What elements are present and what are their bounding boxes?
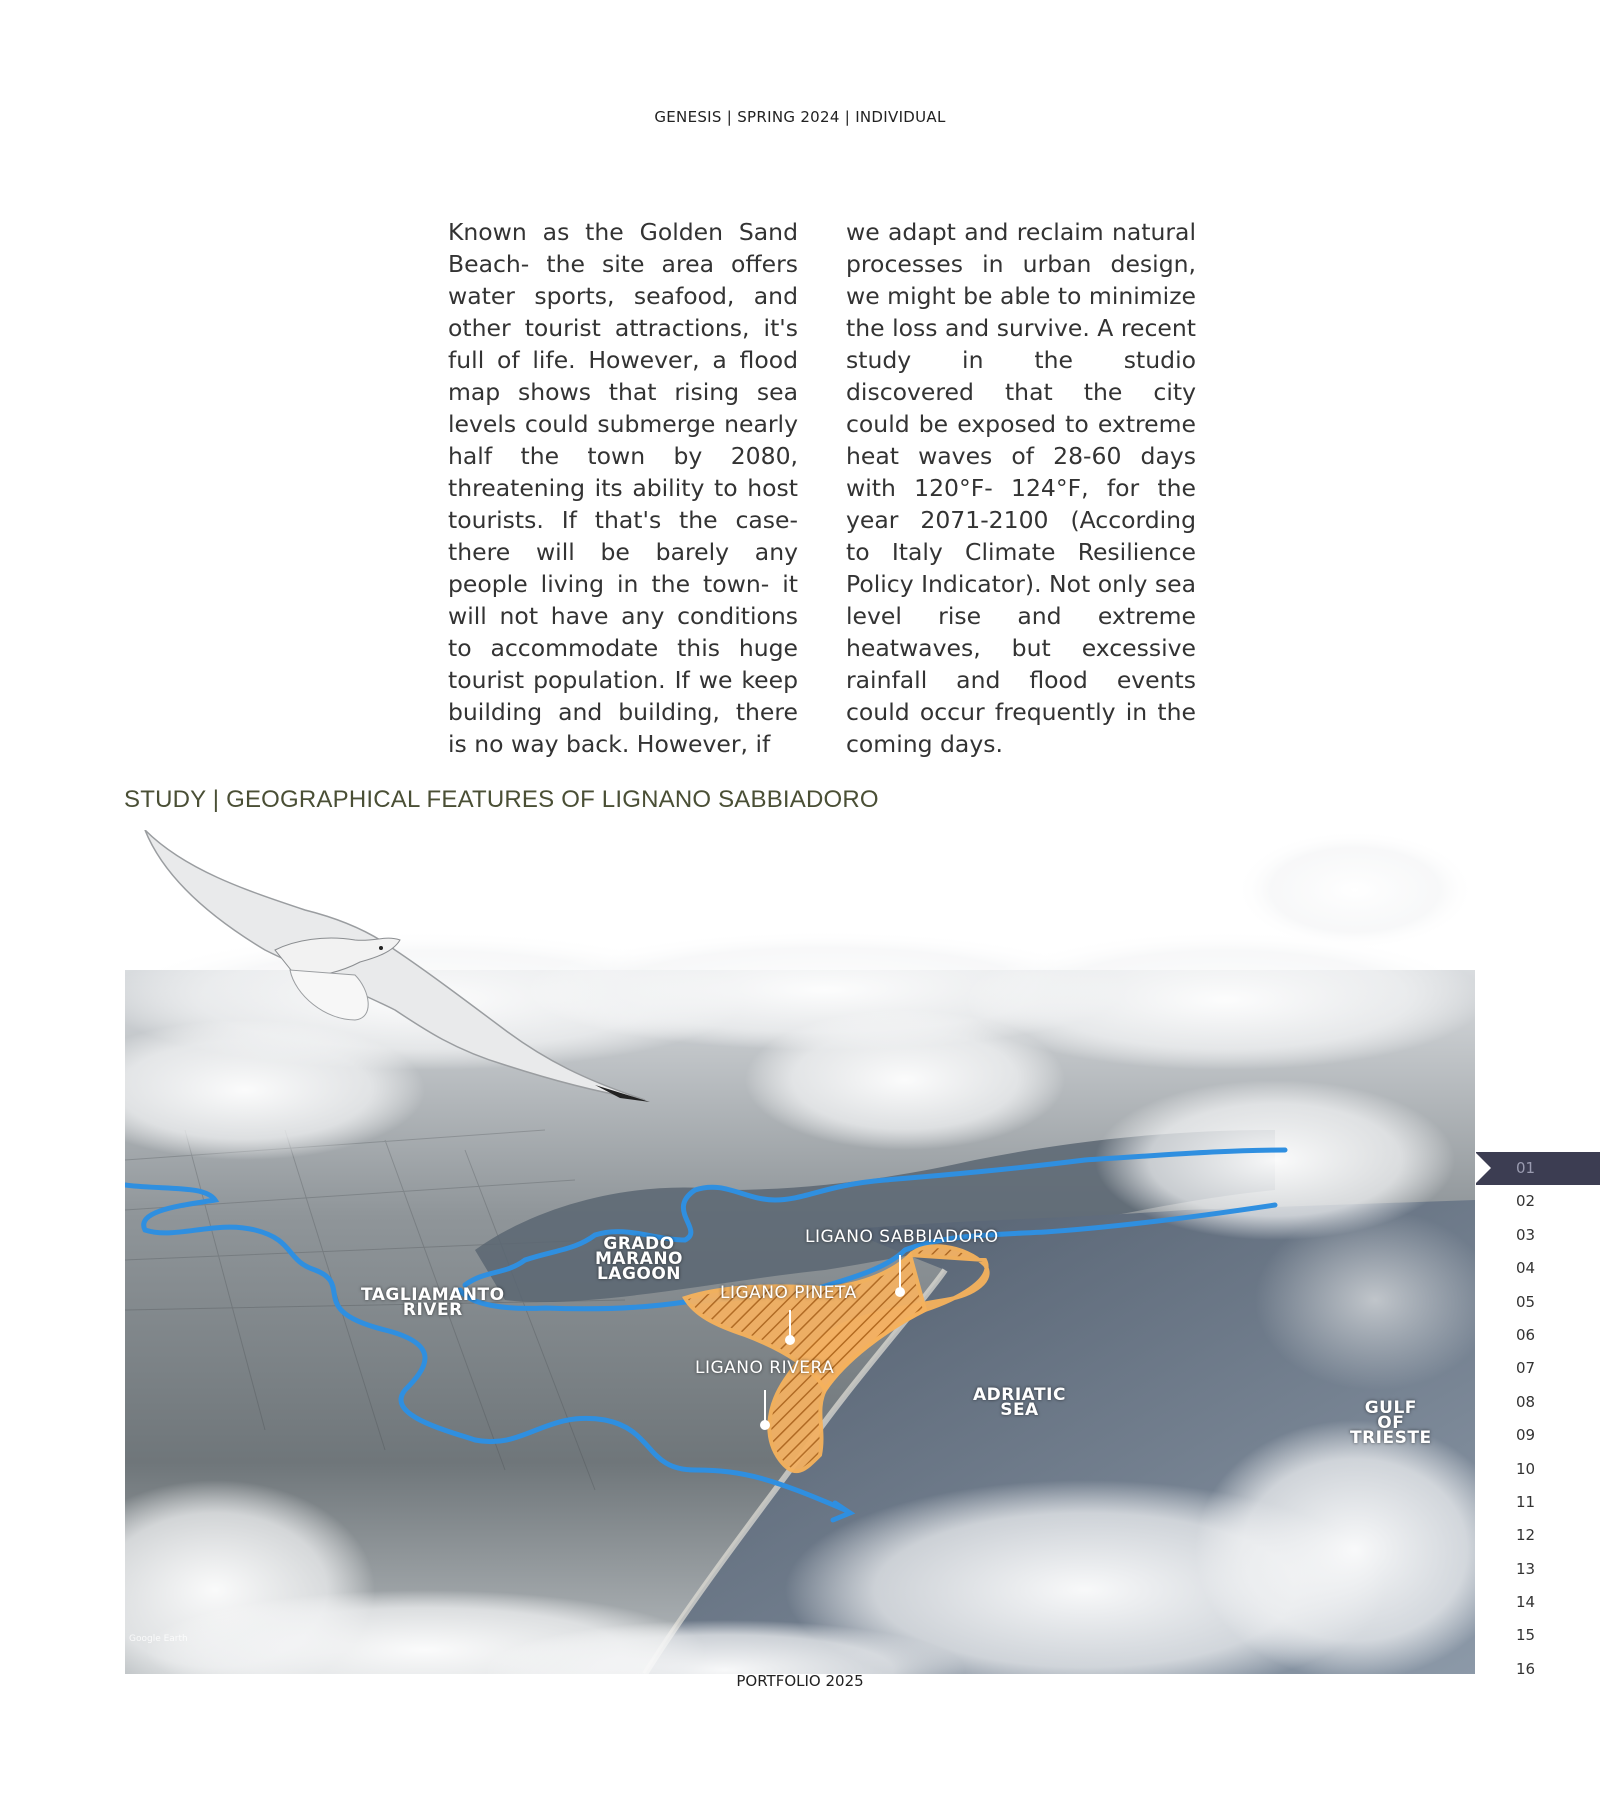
label-adriatic-sea: ADRIATIC SEA — [973, 1385, 1066, 1420]
label-tagliamento-river: TAGLIAMANTO RIVER — [361, 1285, 505, 1320]
page-nav-item[interactable]: 11 — [1516, 1492, 1536, 1511]
page-nav-item[interactable]: 09 — [1516, 1426, 1536, 1445]
page-nav-item[interactable]: 16 — [1516, 1659, 1536, 1678]
label-ligano-rivera: LIGANO RIVERA — [695, 1358, 835, 1378]
page-nav-item[interactable]: 07 — [1516, 1359, 1536, 1378]
page-nav-item[interactable]: 04 — [1516, 1259, 1536, 1278]
body-column-right: we adapt and reclaim natural processes in urban design, we might be able to minimize the loss and survive. A recent study in the studio discovered that the city could be exposed to extreme heat waves of 28-60 days with 120°F- 124°F, for the year 2071-2100 (According to Italy Climate Resilience Policy Indicator). Not only sea level rise and extreme heatwaves, but excessive rainfall and flood events could occur frequently in the coming days. — [846, 218, 1196, 758]
page-header: GENESIS | SPRING 2024 | INDIVIDUAL — [654, 108, 946, 126]
page-nav-item[interactable]: 01 — [1476, 1152, 1600, 1185]
label-ligano-pineta: LIGANO PINETA — [720, 1283, 857, 1303]
aerial-map-image — [125, 830, 1475, 1674]
page-nav-item[interactable]: 03 — [1516, 1225, 1536, 1244]
page-nav-item[interactable]: 05 — [1516, 1292, 1536, 1311]
page-nav-item[interactable]: 14 — [1516, 1593, 1536, 1612]
page-nav-item[interactable]: 10 — [1516, 1459, 1536, 1478]
body-text — [448, 216, 1196, 760]
label-ligano-sabbiadoro: LIGANO SABBIADORO — [805, 1227, 999, 1247]
study-title: STUDY | GEOGRAPHICAL FEATURES OF LIGNANO SABBIADORO — [124, 786, 879, 813]
page-footer: PORTFOLIO 2025 — [736, 1672, 864, 1690]
label-gulf-of-trieste: GULF OF TRIESTE — [1350, 1398, 1432, 1448]
page-nav-item[interactable]: 08 — [1516, 1392, 1536, 1411]
page-nav-item[interactable]: 06 — [1516, 1325, 1536, 1344]
body-column-left: Known as the Golden Sand Beach- the site area offers water sports, seafood, and other tourist attractions, it's full of life. However, a flood map shows that rising sea levels could submerge nearly half the town by 2080, threatening its ability to host tourists. If that's the case- there will be barely any people living in the town- it will not have any conditions to accommodate this huge tourist population. If we keep building and building, there is no way back. However, if — [448, 218, 798, 758]
aerial-map-figure — [125, 830, 1475, 1674]
map-watermark: Google Earth — [129, 1634, 188, 1644]
page-nav-item[interactable]: 02 — [1516, 1192, 1536, 1211]
page-nav-item[interactable]: 15 — [1516, 1626, 1536, 1645]
page-nav-item[interactable]: 13 — [1516, 1559, 1536, 1578]
label-grado-marano-lagoon: GRADO MARANO LAGOON — [595, 1234, 683, 1284]
page-navigation — [1476, 1152, 1600, 1686]
page-nav-item[interactable]: 12 — [1516, 1526, 1536, 1545]
